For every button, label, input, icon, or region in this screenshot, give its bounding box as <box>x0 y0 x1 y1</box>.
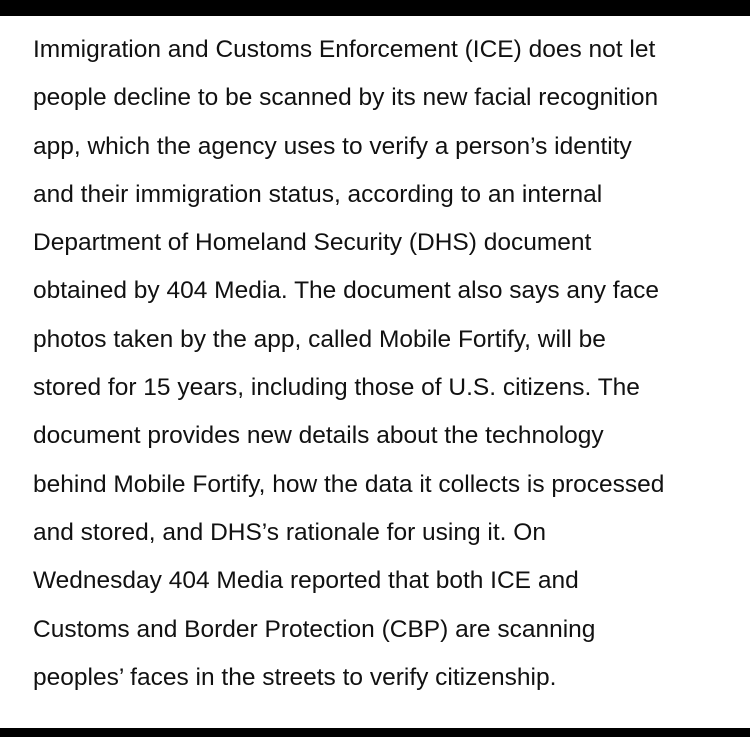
text-line: stored for 15 years, including those of U.S. citizens. The <box>33 374 640 402</box>
text-line: Wednesday 404 Media reported that both ICE and <box>33 567 579 595</box>
top-black-bar <box>0 0 750 16</box>
text-line: and stored, and DHS’s rationale for using it. On <box>33 518 546 546</box>
text-line: document provides new details about the technology <box>33 422 604 450</box>
text-line: Immigration and Customs Enforcement (ICE) does not let <box>33 36 656 63</box>
text-line: Department of Homeland Security (DHS) document <box>33 229 592 257</box>
text-line: photos taken by the app, called Mobile Fortify, will be <box>33 325 606 353</box>
article-paragraph <box>33 26 664 702</box>
text-line: and their immigration status, according to an internal <box>33 180 603 208</box>
text-line: people decline to be scanned by its new facial recognition <box>33 84 659 112</box>
text-line: obtained by 404 Media. The document also says any face <box>33 277 660 305</box>
bottom-black-bar <box>0 728 750 737</box>
text-line: peoples’ faces in the streets to verify citizenship. <box>33 663 557 691</box>
text-line: Customs and Border Protection (CBP) are scanning <box>33 615 596 643</box>
text-line: app, which the agency uses to verify a person’s identity <box>33 132 632 160</box>
text-line: behind Mobile Fortify, how the data it collects is processed <box>33 470 665 498</box>
